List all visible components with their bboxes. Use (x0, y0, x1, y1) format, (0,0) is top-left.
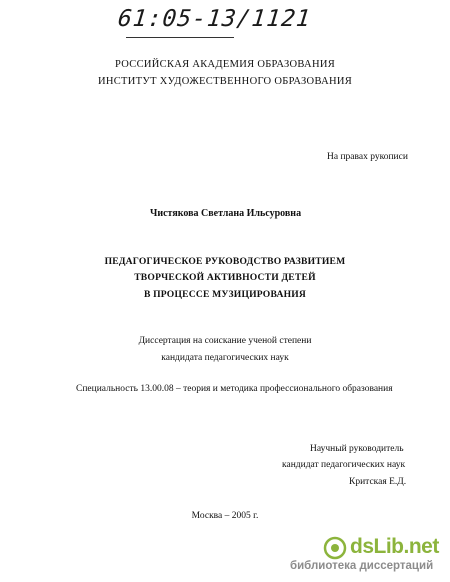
dslib-logo-icon (323, 536, 347, 560)
thesis-title-line-1: ПЕДАГОГИЧЕСКОЕ РУКОВОДСТВО РАЗВИТИЕМ (104, 256, 346, 267)
dslib-watermark-subtitle: библиотека диссертаций (290, 560, 434, 572)
institute-name: ИНСТИТУТ ХУДОЖЕСТВЕННОГО ОБРАЗОВАНИЯ (97, 76, 353, 87)
archive-number-underline (126, 37, 234, 38)
city-and-year: Москва – 2005 г. (191, 511, 259, 521)
academy-name: РОССИЙСКАЯ АКАДЕМИЯ ОБРАЗОВАНИЯ (114, 59, 336, 70)
dslib-watermark-brand: dsLib.net (350, 535, 439, 558)
specialty-code: Специальность 13.00.08 – теория и методика профессионального образования (76, 384, 393, 394)
supervisor-name: Критская Е.Д. (349, 477, 407, 487)
thesis-title-line-2: ТВОРЧЕСКОЙ АКТИВНОСТИ ДЕТЕЙ (134, 272, 316, 283)
supervisor-role: Научный руководитель (310, 444, 404, 454)
author-name: Чистякова Светлана Ильсуровна (150, 208, 302, 219)
degree-statement-line-2: кандидата педагогических наук (161, 353, 289, 363)
manuscript-rights-note: На правах рукописи (327, 152, 408, 162)
degree-statement-line-1: Диссертация на соискание ученой степени (138, 336, 312, 346)
archive-number-handwritten: 61:05-13/1121 (116, 6, 313, 32)
supervisor-degree: кандидат педагогических наук (282, 460, 406, 470)
thesis-title-line-3: В ПРОЦЕССЕ МУЗИЦИРОВАНИЯ (143, 289, 307, 300)
